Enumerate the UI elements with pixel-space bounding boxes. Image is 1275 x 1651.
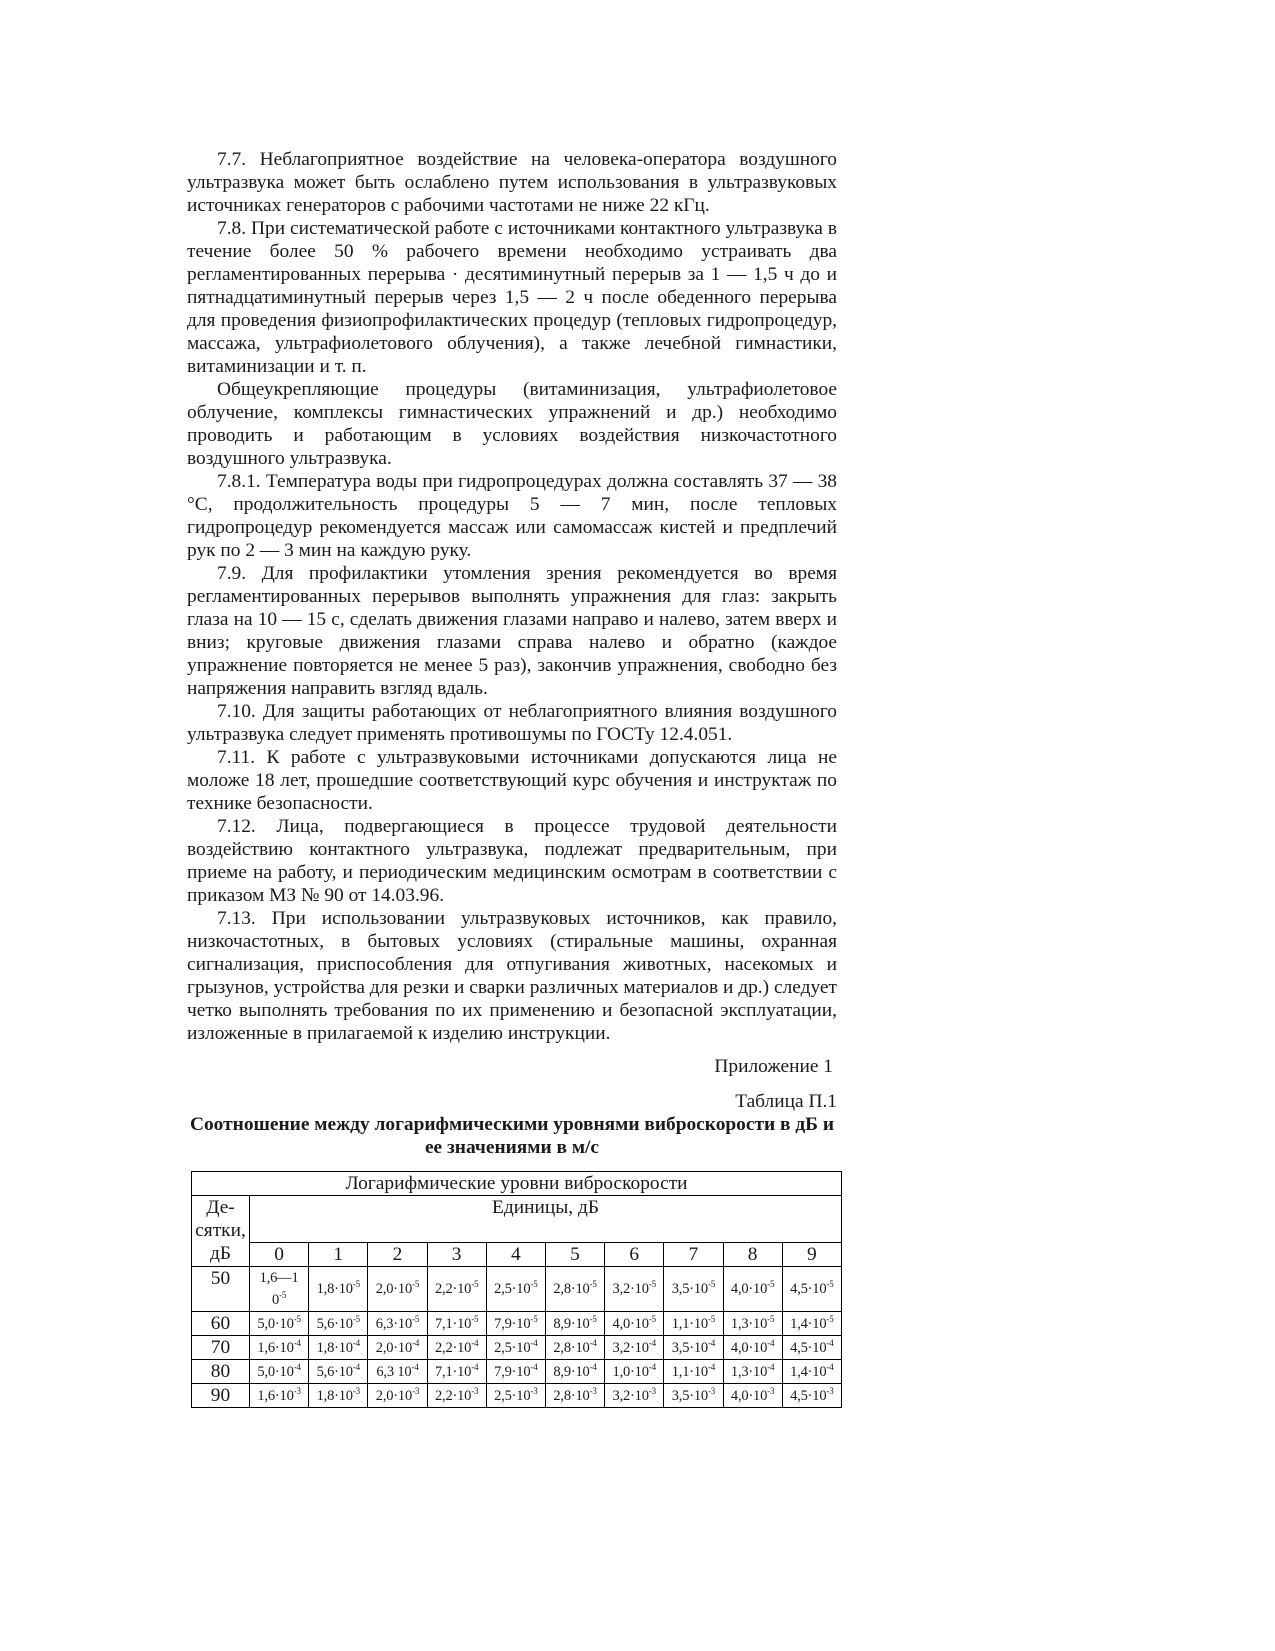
table-unit-columns-row: [192, 1243, 842, 1267]
table-cell: [545, 1384, 604, 1408]
table-cell: [545, 1336, 604, 1360]
table-cell: [723, 1384, 782, 1408]
table-row-tens: 70: [192, 1336, 250, 1360]
cell-exponent: -4: [826, 1337, 834, 1348]
table-header-main: Логарифмические уровни виброскорости: [192, 1172, 842, 1196]
cell-exponent: -5: [707, 1279, 716, 1290]
cell-mantissa: 7,1·10: [434, 1363, 472, 1380]
table-cell: [250, 1267, 309, 1312]
table-cell: [723, 1360, 782, 1384]
table-cell: [427, 1267, 486, 1312]
table-cell: [250, 1360, 309, 1384]
cell-mantissa: 8,9·10: [553, 1363, 590, 1380]
cell-exponent: -4: [707, 1361, 716, 1372]
cell-exponent: -4: [648, 1337, 656, 1348]
cell-exponent: -5: [648, 1279, 656, 1290]
cell-exponent: -5: [767, 1313, 775, 1324]
cell-mantissa: 1,0·10: [612, 1363, 649, 1380]
cell-exponent: -3: [707, 1385, 716, 1396]
table-header-tens: Де-сятки, дБ: [192, 1196, 250, 1267]
table-cell: [427, 1312, 486, 1336]
table-cell: [664, 1312, 723, 1336]
cell-mantissa: 4,0·10: [730, 1281, 768, 1297]
table-header-units: Единицы, дБ: [250, 1196, 842, 1243]
table-cell: [605, 1312, 664, 1336]
cell-exponent: -4: [412, 1337, 420, 1348]
document-body: [187, 148, 837, 1408]
cell-mantissa: 6,3 10: [376, 1363, 412, 1380]
cell-mantissa: 4,5·10: [790, 1387, 827, 1404]
cell-mantissa: 4,0·10: [730, 1387, 768, 1404]
cell-exponent: -5: [293, 1313, 301, 1324]
table-cell: [368, 1267, 427, 1312]
table-row: [192, 1267, 842, 1312]
cell-exponent: -3: [293, 1385, 301, 1396]
cell-mantissa: 4,0·10: [730, 1339, 768, 1356]
table-cell: [368, 1336, 427, 1360]
cell-mantissa: 1,8·10: [316, 1339, 353, 1356]
table-row: [192, 1360, 842, 1384]
paragraph-7-10: 7.10. Для защиты работающих от неблагоприятного влияния воздушного ультразвука следует применять противошумы по ГОСТу 12.4.051.: [187, 701, 837, 745]
vibration-levels-table: [191, 1171, 842, 1408]
table-number: Таблица П.1: [735, 1091, 837, 1112]
cell-exponent: -4: [767, 1337, 775, 1348]
cell-mantissa: 2,2·10: [434, 1387, 472, 1404]
table-row: [192, 1336, 842, 1360]
cell-exponent: -4: [648, 1361, 656, 1372]
table-cell: [782, 1336, 841, 1360]
table-title: Соотношение между логарифмическими уровнями виброскорости в дБ и ее значениями в м/с: [189, 1114, 834, 1158]
paragraph-7-11: 7.11. К работе с ультразвуковыми источниками допускаются лица не моложе 18 лет, прошедшие соответствующий курс обучения и инструктаж по технике безопасности.: [187, 747, 837, 814]
table-cell: [664, 1336, 723, 1360]
table-unit-column-0: 0: [250, 1243, 309, 1267]
cell-exponent: -4: [411, 1361, 419, 1372]
cell-exponent: -3: [589, 1385, 597, 1396]
cell-mantissa: 2,8·10: [553, 1281, 590, 1297]
cell-exponent: -5: [826, 1279, 834, 1290]
table-unit-column-8: 8: [723, 1243, 782, 1267]
table-cell: [309, 1384, 368, 1408]
table-cell: [545, 1312, 604, 1336]
cell-exponent: -3: [471, 1385, 479, 1396]
table-cell: [250, 1384, 309, 1408]
cell-mantissa: 4,0·10: [612, 1315, 649, 1332]
paragraph-general-procedures: Общеукрепляющие процедуры (витаминизация, ультрафиолетовое облучение, комплексы гимнастических упражнений и др.) необходимо проводить и работающим в условиях воздействия низкочастотного воздушного ультразвука.: [187, 379, 837, 469]
cell-mantissa: 1,6·10: [257, 1339, 294, 1356]
cell-exponent: -4: [589, 1337, 597, 1348]
table-row-tens: 60: [192, 1312, 250, 1336]
table-cell: [723, 1267, 782, 1312]
table-cell: [309, 1360, 368, 1384]
cell-mantissa: 2,0·10: [375, 1387, 413, 1404]
cell-exponent: -4: [707, 1337, 716, 1348]
cell-mantissa: 1,8·10: [316, 1281, 353, 1297]
table-cell: [723, 1336, 782, 1360]
cell-mantissa: 2,2·10: [434, 1339, 472, 1356]
table-cell: [309, 1312, 368, 1336]
table-cell: [486, 1267, 545, 1312]
cell-exponent: -5: [279, 1290, 287, 1301]
table-cell: [250, 1336, 309, 1360]
paragraph-7-7: 7.7. Неблагоприятное воздействие на человека-оператора воздушного ультразвука может быть ослаблено путем использования в ультразвуковых источниках генераторов с рабочими частотами не ниже 22 кГц.: [187, 149, 837, 216]
cell-mantissa: 3,5·10: [671, 1339, 708, 1356]
cell-exponent: -5: [767, 1279, 775, 1290]
cell-mantissa: 1,1·10: [671, 1315, 708, 1332]
cell-exponent: -5: [471, 1279, 479, 1290]
table-cell: [250, 1312, 309, 1336]
cell-mantissa: 6,3·10: [375, 1315, 413, 1332]
table-cell: [782, 1360, 841, 1384]
cell-exponent: -5: [471, 1313, 479, 1324]
table-unit-column-7: 7: [664, 1243, 723, 1267]
table-cell: [427, 1360, 486, 1384]
paragraph-7-9: 7.9. Для профилактики утомления зрения рекомендуется во время регламентированных перерывов выполнять упражнения для глаз: закрыть глаза на 10 — 15 с, сделать движения глазами направо и налево, затем вверх и вниз; круговые движения глазами справа налево и обратно (каждое упражнение повторяется не менее 5 раз), закончив упражнения, свободно без напряжения направить взгляд вдаль.: [187, 563, 837, 699]
cell-exponent: -5: [707, 1313, 716, 1324]
table-row-tens: 80: [192, 1360, 250, 1384]
cell-exponent: -3: [648, 1385, 656, 1396]
table-cell: [427, 1384, 486, 1408]
table-cell: [664, 1360, 723, 1384]
table-cell: [486, 1384, 545, 1408]
table-cell: [605, 1336, 664, 1360]
cell-exponent: -4: [530, 1337, 538, 1348]
table-cell: [664, 1384, 723, 1408]
cell-mantissa: 3,5·10: [671, 1387, 708, 1404]
cell-mantissa: 1,1·10: [671, 1363, 708, 1380]
cell-mantissa: 2,8·10: [553, 1339, 590, 1356]
cell-exponent: -4: [471, 1361, 479, 1372]
table-row-tens: 50: [192, 1267, 250, 1312]
table-cell: [605, 1384, 664, 1408]
table-row-tens: 90: [192, 1384, 250, 1408]
table-unit-column-6: 6: [605, 1243, 664, 1267]
table-cell: [605, 1360, 664, 1384]
cell-exponent: -4: [589, 1361, 597, 1372]
cell-exponent: -4: [530, 1361, 538, 1372]
cell-exponent: -5: [589, 1313, 597, 1324]
cell-mantissa: 2,5·10: [494, 1339, 531, 1356]
cell-exponent: -4: [471, 1337, 479, 1348]
cell-exponent: -5: [648, 1313, 656, 1324]
cell-mantissa: 2,8·10: [553, 1387, 590, 1404]
table-cell: [309, 1267, 368, 1312]
appendix-label: Приложение 1: [714, 1056, 833, 1077]
cell-mantissa: 8,9·10: [553, 1315, 590, 1332]
cell-mantissa: 5,6·10: [316, 1315, 353, 1332]
cell-exponent: -3: [826, 1385, 834, 1396]
table-cell: [782, 1312, 841, 1336]
table-cell: [782, 1267, 841, 1312]
cell-exponent: -5: [826, 1313, 834, 1324]
cell-exponent: -5: [352, 1279, 360, 1290]
table-unit-column-9: 9: [782, 1243, 841, 1267]
cell-mantissa: 5,0·10: [257, 1315, 294, 1332]
cell-mantissa: 3,2·10: [612, 1387, 649, 1404]
table-unit-column-3: 3: [427, 1243, 486, 1267]
cell-mantissa: 3,2·10: [612, 1339, 649, 1356]
cell-mantissa-tail: 0: [272, 1292, 280, 1308]
table-unit-column-1: 1: [309, 1243, 368, 1267]
table-cell: [605, 1267, 664, 1312]
table-cell: [782, 1384, 841, 1408]
cell-exponent: -3: [767, 1385, 775, 1396]
cell-mantissa: 7,1·10: [434, 1315, 472, 1332]
table-cell: [427, 1336, 486, 1360]
cell-exponent: -5: [352, 1313, 360, 1324]
cell-exponent: -5: [412, 1313, 420, 1324]
cell-exponent: -4: [293, 1337, 301, 1348]
table-cell: [723, 1312, 782, 1336]
table-cell: [309, 1336, 368, 1360]
cell-mantissa: 3,2·10: [612, 1281, 649, 1297]
cell-exponent: -5: [530, 1279, 538, 1290]
table-cell: [368, 1360, 427, 1384]
cell-exponent: -3: [530, 1385, 538, 1396]
cell-exponent: -5: [589, 1279, 597, 1290]
cell-mantissa: 2,2·10: [434, 1281, 472, 1297]
cell-mantissa: 1,8·10: [316, 1387, 353, 1404]
table-row: [192, 1384, 842, 1408]
cell-mantissa: 1,6·10: [257, 1387, 294, 1404]
cell-mantissa: 7,9·10: [494, 1315, 531, 1332]
paragraph-7-8-1: 7.8.1. Температура воды при гидропроцедурах должна составлять 37 — 38 °С, продолжительность процедуры 5 — 7 мин, после тепловых гидропроцедур рекомендуется массаж или самомассаж кистей и предплечий рук по 2 — 3 мин на каждую руку.: [187, 471, 837, 561]
cell-mantissa: 3,5·10: [671, 1281, 708, 1297]
cell-mantissa: 1,3·10: [730, 1315, 768, 1332]
table-cell: [486, 1336, 545, 1360]
cell-exponent: -4: [293, 1361, 301, 1372]
table-cell: [486, 1312, 545, 1336]
paragraph-7-13: 7.13. При использовании ультразвуковых источников, как правило, низкочастотных, в бытовых условиях (стиральные машины, охранная сигнализация, приспособления для отпугивания животных, насекомых и грызунов, устройства для резки и сварки различных материалов и др.) следует четко выполнять требования по их применению и безопасной эксплуатации, изложенные в прилагаемой к изделию инструкции.: [187, 908, 837, 1044]
cell-mantissa: 5,0·10: [257, 1363, 294, 1380]
table-row: [192, 1312, 842, 1336]
table-unit-column-2: 2: [368, 1243, 427, 1267]
cell-mantissa: 1,4·10: [790, 1363, 827, 1380]
table-unit-column-4: 4: [486, 1243, 545, 1267]
table-cell: [545, 1360, 604, 1384]
cell-mantissa: 1,4·10: [790, 1315, 827, 1332]
cell-mantissa: 2,5·10: [494, 1281, 531, 1297]
cell-exponent: -4: [352, 1361, 360, 1372]
cell-exponent: -4: [826, 1361, 834, 1372]
cell-exponent: -4: [767, 1361, 775, 1372]
cell-mantissa: 5,6·10: [316, 1363, 353, 1380]
cell-mantissa: 7,9·10: [494, 1363, 531, 1380]
cell-mantissa: 1,6—1: [259, 1270, 299, 1286]
paragraph-7-12: 7.12. Лица, подвергающиеся в процессе трудовой деятельности воздействию контактного ультразвука, подлежат предварительным, при приеме на работу, и периодическим медицинским осмотрам в соответствии с приказом МЗ № 90 от 14.03.96.: [187, 816, 837, 906]
cell-mantissa: 1,3·10: [730, 1363, 768, 1380]
paragraph-7-8: 7.8. При систематической работе с источниками контактного ультразвука в течение более 50 % рабочего времени необходимо устраивать два регламентированных перерыва · десятиминутный перерыв за 1 — 1,5 ч до и пятнадцатиминутный перерыв через 1,5 — 2 ч после обеденного перерыва для проведения физиопрофилактических процедур (тепловых гидропроцедур, массажа, ультрафиолетового облучения), а также лечебной гимнастики, витаминизации и т. п.: [187, 218, 837, 377]
cell-mantissa: 2,0·10: [375, 1339, 413, 1356]
table-cell: [368, 1384, 427, 1408]
cell-exponent: -4: [352, 1337, 360, 1348]
cell-mantissa: 4,5·10: [790, 1339, 827, 1356]
cell-exponent: -5: [530, 1313, 538, 1324]
cell-exponent: -3: [352, 1385, 360, 1396]
cell-exponent: -3: [412, 1385, 420, 1396]
table-cell: [545, 1267, 604, 1312]
cell-mantissa: 2,5·10: [494, 1387, 531, 1404]
table-cell: [486, 1360, 545, 1384]
cell-mantissa: 2,0·10: [375, 1281, 413, 1297]
table-cell: [664, 1267, 723, 1312]
table-cell: [368, 1312, 427, 1336]
cell-mantissa: 4,5·10: [790, 1281, 827, 1297]
table-unit-column-5: 5: [545, 1243, 604, 1267]
cell-exponent: -5: [412, 1279, 420, 1290]
